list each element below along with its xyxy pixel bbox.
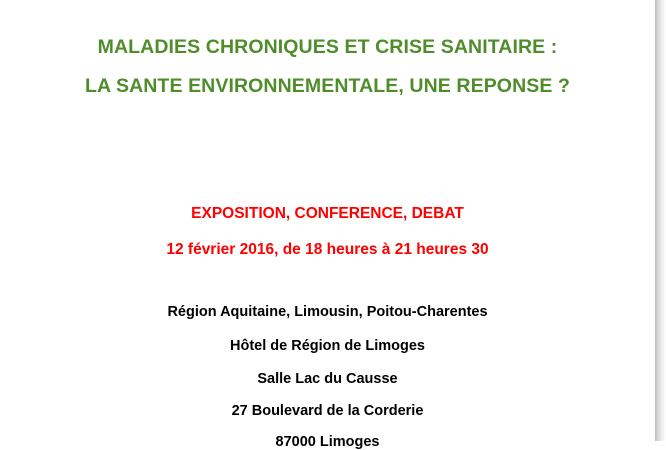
- address-region: Région Aquitaine, Limousin, Poitou-Charentes: [167, 304, 488, 320]
- event-type: EXPOSITION, CONFERENCE, DEBAT: [191, 205, 464, 222]
- address-street: 27 Boulevard de la Corderie: [231, 403, 424, 419]
- title-line-2: LA SANTE ENVIRONNEMENTALE, UNE REPONSE ?: [84, 75, 571, 97]
- address-room: Salle Lac du Causse: [257, 371, 398, 387]
- event-date: 12 février 2016, de 18 heures à 21 heures 30: [166, 241, 489, 258]
- page-shadow: [655, 0, 666, 441]
- title-line-1: MALADIES CHRONIQUES ET CRISE SANITAIRE :: [97, 36, 558, 58]
- address-city: 87000 Limoges: [275, 434, 380, 450]
- address-building: Hôtel de Région de Limoges: [230, 338, 425, 354]
